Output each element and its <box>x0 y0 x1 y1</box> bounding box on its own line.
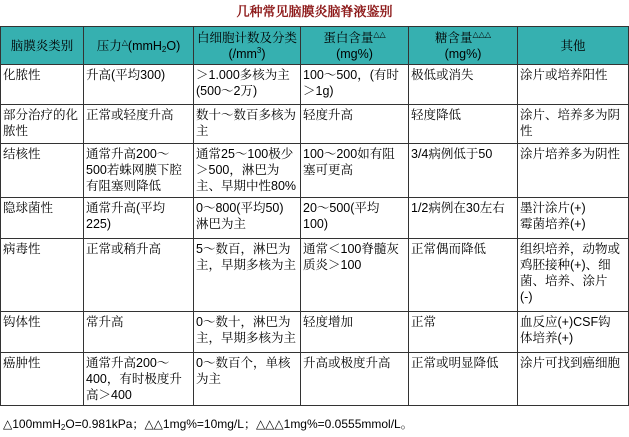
cell-line: 5～数百，淋巴为 <box>196 242 291 256</box>
wbc-unit-open: (/mm <box>228 46 257 61</box>
header-other <box>518 27 628 64</box>
footnote-pressure-pre: △100mmH <box>3 417 61 431</box>
cell-line: 霉菌培养(+) <box>520 217 586 231</box>
csf-table <box>0 26 629 406</box>
cell-wbc <box>194 312 300 352</box>
cell-line: ＞500，淋巴为 <box>196 163 280 177</box>
cell-line: 极低或消失 <box>411 68 474 82</box>
cell-line: (500～2万) <box>196 84 258 98</box>
cell-protein <box>301 312 408 352</box>
cell-line: 3/4病例低于50 <box>411 147 493 161</box>
cell-line: 涂片培养多为阴性 <box>520 147 621 161</box>
cell-sugar <box>409 239 517 311</box>
header-protein-unit: (mg%) <box>336 46 373 61</box>
cell-sugar <box>409 144 517 197</box>
header-category <box>1 27 83 64</box>
cell-line: 0～数百个，单核 <box>196 356 291 370</box>
cell-line: 通常25～100极少 <box>196 147 294 161</box>
cell-protein <box>301 144 408 197</box>
cell-category <box>1 198 83 238</box>
cell-line: (-) <box>520 290 533 304</box>
cell-line: 质炎＞100 <box>303 258 362 272</box>
wbc-unit-close: ) <box>261 46 266 61</box>
cell-line: 为主 <box>196 372 222 386</box>
cell-line: 400，有时极度升 <box>86 372 182 386</box>
cell-line: 部分治疗的化 <box>3 108 79 122</box>
cell-category <box>1 65 83 104</box>
cell-other <box>518 198 628 238</box>
protein-label-text: 蛋白含量 <box>323 30 374 45</box>
cell-line: 涂片、培养多为阴 <box>520 108 621 122</box>
footnote-protein: △△1mg%=10mg/L； <box>144 417 256 431</box>
cell-line: 轻度降低 <box>411 108 462 122</box>
cell-other <box>518 65 628 104</box>
cell-pressure <box>84 198 193 238</box>
cell-line: 涂片可找到癌细胞 <box>520 356 621 370</box>
cell-sugar <box>409 65 517 104</box>
cell-category <box>1 312 83 352</box>
cell-protein <box>301 198 408 238</box>
cell-line: 通常升高200～ <box>86 147 170 161</box>
cell-sugar <box>409 105 517 143</box>
pressure-label-text: 压力 <box>96 38 122 53</box>
cell-line: 组织培养，动物或 <box>520 242 621 256</box>
cell-pressure <box>84 144 193 197</box>
cell-category <box>1 144 83 197</box>
cell-protein <box>301 239 408 311</box>
footnote-pressure-subscript: 2 <box>60 423 66 432</box>
pressure-footnote-mark: △ <box>121 37 128 47</box>
cell-pressure <box>84 353 193 405</box>
wbc-unit-superscript: 3 <box>256 45 262 55</box>
cell-line: 225) <box>86 217 112 231</box>
cell-line: ＞1.000多核为主 <box>196 68 290 82</box>
page-title: 几种常见脑膜炎脑脊液鉴别 <box>236 4 393 19</box>
cell-line: 高＞400 <box>86 388 132 402</box>
cell-line: 轻度增加 <box>303 315 354 329</box>
header-wbc-unit <box>228 46 265 62</box>
header-protein-label <box>323 30 385 46</box>
header-other-label: 其他 <box>560 38 586 53</box>
cell-pressure <box>84 105 193 143</box>
footnote <box>3 416 413 432</box>
cell-wbc <box>194 144 300 197</box>
cell-line: 通常升高(平均 <box>86 201 166 215</box>
cell-line: 1/2病例在30左右 <box>411 201 505 215</box>
cell-line: 数十～数百多核为 <box>196 108 297 122</box>
cell-line: 鸡胚接种(+)、细 <box>520 258 611 272</box>
header-category-label: 脑膜炎类别 <box>10 38 74 53</box>
cell-line: 正常或轻度升高 <box>86 108 174 122</box>
cell-line: 化脓性 <box>3 68 41 82</box>
header-wbc <box>194 27 300 64</box>
cell-line: 墨汁涂片(+) <box>520 201 586 215</box>
cell-line: 轻度升高 <box>303 108 354 122</box>
cell-wbc <box>194 198 300 238</box>
header-sugar-unit: (mg%) <box>444 46 482 61</box>
footnote-sugar: △△△1mg%=0.0555mmol/L。 <box>255 417 413 431</box>
cell-line: 钩体性 <box>3 315 41 329</box>
sugar-label-text: 糖含量 <box>435 30 473 45</box>
cell-line: 血反应(+)CSF钩 <box>520 315 611 329</box>
cell-pressure <box>84 65 193 104</box>
cell-line: 正常或明显降低 <box>411 356 499 370</box>
footnote-pressure-post: O=0.981kPa； <box>65 417 145 431</box>
cell-line: 100～200如有阻 <box>303 147 395 161</box>
cell-line: 0～数十，淋巴为 <box>196 315 291 329</box>
cell-line: ＞1g) <box>303 84 334 98</box>
cell-category <box>1 105 83 143</box>
sugar-footnote-mark: △△△ <box>472 29 491 39</box>
cell-pressure <box>84 239 193 311</box>
cell-line: 脓性 <box>3 124 29 138</box>
cell-sugar <box>409 312 517 352</box>
cell-line: 500若蛛网膜下腔 <box>86 163 182 177</box>
cell-line: 正常 <box>411 315 437 329</box>
pressure-unit-close: O) <box>166 38 181 53</box>
cell-line: 有阻塞则降低 <box>86 179 162 193</box>
cell-other <box>518 353 628 405</box>
header-sugar <box>409 27 517 64</box>
cell-sugar <box>409 198 517 238</box>
cell-wbc <box>194 65 300 104</box>
cell-line: 升高(平均300) <box>86 68 166 82</box>
cell-other <box>518 144 628 197</box>
cell-line: 主，早期多核为主 <box>196 331 297 345</box>
cell-wbc <box>194 353 300 405</box>
cell-line: 塞可更高 <box>303 163 354 177</box>
cell-line: 100～500，(有时 <box>303 68 399 82</box>
cell-line: 结核性 <box>3 147 41 161</box>
protein-footnote-mark: △△ <box>373 29 386 39</box>
cell-line: 体培养(+) <box>520 331 574 345</box>
cell-other <box>518 239 628 311</box>
cell-category <box>1 239 83 311</box>
cell-protein <box>301 65 408 104</box>
cell-line: 正常或稍升高 <box>86 242 162 256</box>
cell-line: 病毒性 <box>3 242 41 256</box>
cell-category <box>1 353 83 405</box>
cell-line: 100) <box>303 217 329 231</box>
header-wbc-label: 白细胞计数及分类 <box>196 30 297 45</box>
header-sugar-label <box>435 30 491 46</box>
cell-line: 菌、培养、涂片 <box>520 274 608 288</box>
cell-line: 常升高 <box>86 315 124 329</box>
cell-line: 淋巴为主 <box>196 217 247 231</box>
cell-line: 涂片或培养阳性 <box>520 68 608 82</box>
cell-line: 通常＜100脊髓灰 <box>303 242 399 256</box>
cell-line: 主 <box>196 124 209 138</box>
cell-line: 正常偶而降低 <box>411 242 487 256</box>
cell-line: 性 <box>520 124 533 138</box>
cell-line: 0～800(平均50) <box>196 201 284 215</box>
cell-other <box>518 312 628 352</box>
pressure-unit-subscript: 2 <box>161 44 167 54</box>
cell-line: 隐球菌性 <box>3 201 54 215</box>
header-protein <box>301 27 408 64</box>
cell-wbc <box>194 105 300 143</box>
pressure-unit-open: (mmH <box>127 38 162 53</box>
cell-line: 20～500(平均 <box>303 201 380 215</box>
cell-line: 主、早期中性80% <box>196 179 297 193</box>
cell-line: 升高或极度升高 <box>303 356 391 370</box>
cell-protein <box>301 353 408 405</box>
cell-line: 主，早期多核为主 <box>196 258 297 272</box>
cell-line: 癌肿性 <box>3 356 41 370</box>
header-pressure <box>84 27 193 64</box>
header-pressure-label <box>97 38 181 54</box>
cell-pressure <box>84 312 193 352</box>
cell-line: 通常升高200～ <box>86 356 170 370</box>
cell-wbc <box>194 239 300 311</box>
cell-other <box>518 105 628 143</box>
cell-sugar <box>409 353 517 405</box>
cell-protein <box>301 105 408 143</box>
